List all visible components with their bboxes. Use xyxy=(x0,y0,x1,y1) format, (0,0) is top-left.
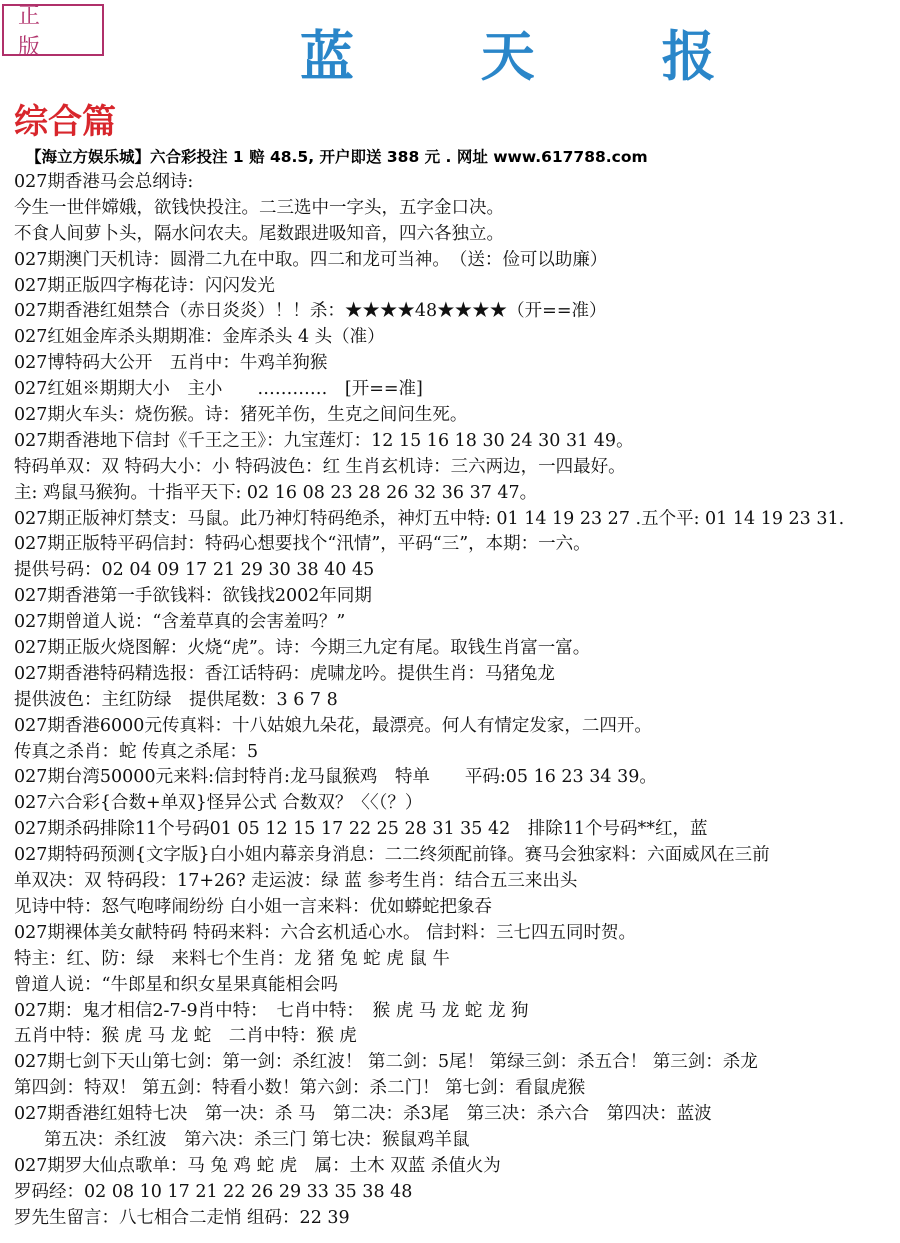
text-line: 027期罗大仙点歌单：马 兔 鸡 蛇 虎 属：土木 双蓝 杀值火为 xyxy=(14,1155,501,1176)
authentic-badge: 正 版 xyxy=(2,4,104,56)
section-heading: 综合篇 xyxy=(14,102,116,142)
text-line: 027期香港特码精选报：香江话特码：虎啸龙吟。提供生肖：马猪兔龙 xyxy=(14,663,555,684)
text-line: 027期正版特平码信封：特码心想要找个“汛情”，平码“三”，本期：一六。 xyxy=(14,534,591,555)
text-line: 罗码经：02 08 10 17 21 22 26 29 33 35 38 48 xyxy=(14,1181,413,1202)
text-line: 027期：鬼才相信2-7-9肖中特： 七肖中特： 猴 虎 马 龙 蛇 龙 狗 xyxy=(14,1000,529,1021)
text-line: 特码单双：双 特码大小：小 特码波色：红 生肖玄机诗：三六两边，一四最好。 xyxy=(14,456,626,477)
text-line: 027红姐※期期大小 主小 ………… [开==准] xyxy=(14,379,423,400)
content-lines xyxy=(14,170,898,1232)
text-line: 027红姐金库杀头期期准：金库杀头 4 头（准） xyxy=(14,327,385,348)
text-line: 单双决：双 特码段：17+26? 走运波：绿 蓝 参考生肖：结合五三来出头 xyxy=(14,871,578,892)
text-line: 027博特码大公开 五肖中：牛鸡羊狗猴 xyxy=(14,353,328,374)
text-line: 传真之杀肖：蛇 传真之杀尾：5 xyxy=(14,741,259,762)
text-line: 027期曾道人说：“含羞草真的会害羞吗？” xyxy=(14,612,346,633)
text-line: 不食人间萝卜头，隔水问农夫。尾数跟进吸知音，四六各独立。 xyxy=(14,223,504,244)
text-line: 027期香港第一手欲钱料：欲钱找2002年同期 xyxy=(14,586,372,607)
text-line: 主: 鸡鼠马猴狗。十指平天下: 02 16 08 23 28 26 32 36 37 47。 xyxy=(14,482,538,503)
text-line: 027六合彩{合数+单双}怪异公式 合数双？〈〈（？） xyxy=(14,793,423,814)
text-line: 027期杀码排除11个号码01 05 12 15 17 22 25 28 31 35 42 排除11个号码**红，蓝 xyxy=(14,819,708,840)
text-line: 罗先生留言：八七相合二走悄 组码：22 39 xyxy=(14,1207,350,1228)
text-line: 第五决：杀红波 第六决：杀三门 第七决：猴鼠鸡羊鼠 xyxy=(44,1129,470,1150)
text-line: 五肖中特：猴 虎 马 龙 蛇 二肖中特：猴 虎 xyxy=(14,1026,357,1047)
text-line: 提供波色：主红防绿 提供尾数：3 6 7 8 xyxy=(14,689,338,710)
text-line: 027期裸体美女献特码 特码来料：六合玄机适心水。 信封料：三七四五同时贺。 xyxy=(14,922,637,943)
text-line: 特主：红、防：绿 来料七个生肖：龙 猪 兔 蛇 虎 鼠 牛 xyxy=(14,948,450,969)
advertisement-line: 【海立方娱乐城】六合彩投注 1 赔 48.5, 开户即送 388 元 . 网址 www.617788.com xyxy=(26,148,648,166)
text-line: 027期台湾50000元来料:信封特肖:龙马鼠猴鸡 特单 平码:05 16 23 34 39。 xyxy=(14,767,657,788)
text-line: 027期正版四字梅花诗：闪闪发光 xyxy=(14,275,275,296)
text-line: 027期正版火烧图解：火烧“虎”。诗：今期三九定有尾。取钱生肖富一富。 xyxy=(14,638,591,659)
text-line: 提供号码：02 04 09 17 21 29 30 38 40 45 xyxy=(14,560,375,581)
text-line: 027期澳门天机诗：圆滑二九在中取。四二和龙可当神。 （送：俭可以助廉） xyxy=(14,249,608,270)
text-line: 027期香港6000元传真料：十八姑娘九朵花，最漂亮。何人有情定发家，二四开。 xyxy=(14,715,652,736)
text-line: 027期香港地下信封《千王之王》：九宝莲灯：12 15 16 18 30 24 30 31 49。 xyxy=(14,430,634,451)
newspaper-title: 蓝 天 报 xyxy=(300,24,770,88)
text-line: 027期香港红姐特七决 第一决：杀 马 第二决：杀3尾 第三决：杀六合 第四决：蓝波 xyxy=(14,1104,712,1125)
text-line: 027期香港红姐禁合（赤日炎炎）！！杀：★★★★48★★★★（开==准） xyxy=(14,301,607,322)
text-line: 第四剑：特双！ 第五剑：特看小数！第六剑：杀二门！ 第七剑：看鼠虎猴 xyxy=(14,1078,586,1099)
text-line: 曾道人说：“牛郎星和织女星果真能相会吗 xyxy=(14,974,338,995)
text-line: 027期火车头：烧伤猴。诗：猪死羊伤，生克之间问生死。 xyxy=(14,405,468,426)
text-line: 027期正版神灯禁支：马鼠。此乃神灯特码绝杀，神灯五中特: 01 14 19 23 27 .五个平: 01 14 19 23 31. xyxy=(14,508,845,529)
text-line: 027期香港马会总纲诗: xyxy=(14,172,194,192)
text-line: 027期特码预测{文字版}白小姐内幕亲身消息：二二终须配前锋。赛马会独家料：六面威风在三前 xyxy=(14,845,770,866)
text-line: 今生一世伴嫦娥，欲钱快投注。二三选中一字头，五字金口决。 xyxy=(14,197,504,218)
text-line: 027期七剑下天山第七剑：第一剑：杀红波！ 第二剑：5尾！ 第绿三剑：杀五合！ 第三剑：杀龙 xyxy=(14,1052,758,1073)
text-line: 见诗中特：怒气咆哮闹纷纷 白小姐一言来料：优如蟒蛇把象吞 xyxy=(14,896,493,917)
